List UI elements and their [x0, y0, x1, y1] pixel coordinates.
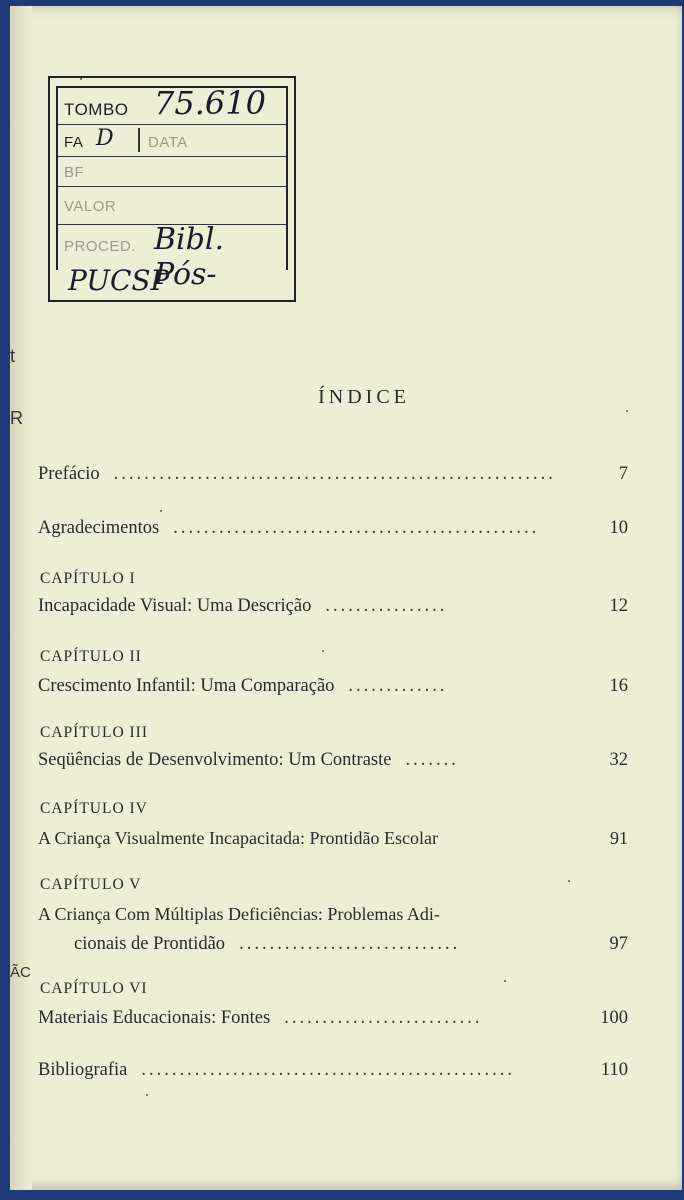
toc-leader-dots: ....... — [405, 750, 459, 770]
toc-entry-prefacio — [38, 464, 628, 485]
procedencia-label: PROCED. — [64, 238, 136, 255]
fa-label: FA — [64, 134, 84, 151]
edge-mark: ÃC — [10, 964, 31, 981]
toc-entry-agradecimentos — [38, 518, 628, 539]
toc-entry-chapter-3 — [38, 750, 628, 771]
toc-page-number: 110 — [600, 1060, 628, 1080]
faded-label: BF — [64, 164, 85, 181]
toc-entry-chapter-1 — [38, 596, 628, 617]
toc-page-number: 7 — [618, 464, 628, 484]
toc-entry-title: Bibliografia — [38, 1060, 128, 1080]
paper-speck — [568, 880, 570, 882]
edge-mark: R — [10, 408, 23, 428]
stamp-row-4 — [58, 186, 286, 225]
toc-entry-chapter-6 — [38, 1008, 628, 1029]
procedencia-value: Bibl. Pós- — [154, 222, 224, 292]
paper-speck — [626, 410, 628, 412]
stamp-row-tombo — [58, 84, 286, 125]
toc-entry-title: Crescimento Infantil: Uma Comparação — [38, 676, 335, 696]
toc-leader-dots: .......................... — [284, 1008, 483, 1028]
tombo-number: 75.610 — [154, 84, 266, 122]
toc-entry-title: Prefácio — [38, 464, 100, 484]
toc-page-number: 10 — [609, 518, 628, 538]
toc-page-number: 100 — [600, 1008, 628, 1028]
toc-page-number: 16 — [609, 676, 628, 696]
edge-mark: t — [10, 346, 16, 366]
fa-value: D — [96, 126, 114, 151]
toc-entry-title: Agradecimentos — [38, 518, 160, 538]
stamp-row-3 — [58, 156, 286, 187]
procedencia-value-2: PUCSP — [68, 264, 170, 297]
toc-leader-dots: .......................................................... — [113, 464, 556, 484]
library-stamp — [48, 76, 296, 302]
stamp-divider — [138, 128, 140, 152]
index-title: ÍNDICE — [318, 386, 410, 408]
book-page — [10, 6, 682, 1190]
toc-entry-title: Materiais Educacionais: Fontes — [38, 1008, 271, 1028]
toc-page-number: 97 — [609, 934, 628, 954]
toc-entry-chapter-2 — [38, 676, 628, 697]
chapter-label: CAPÍTULO VI — [40, 980, 148, 997]
toc-leader-dots: ................................................ — [173, 518, 540, 538]
tombo-label: TOMBO — [64, 100, 129, 119]
paper-speck — [80, 78, 82, 80]
chapter-label: CAPÍTULO III — [40, 724, 148, 741]
toc-leader-dots: ................ — [325, 596, 448, 616]
toc-entry-chapter-4 — [38, 828, 628, 849]
data-label: DATA — [148, 134, 188, 151]
toc-entry-chapter-5-line1: A Criança Com Múltiplas Deficiências: Problemas Adi- — [38, 904, 440, 924]
toc-entry-title: Seqüências de Desenvolvimento: Um Contraste — [38, 750, 392, 770]
chapter-label: CAPÍTULO V — [40, 876, 142, 893]
toc-entry-bibliografia — [38, 1060, 628, 1081]
toc-leader-dots: ................................................. — [141, 1060, 516, 1080]
toc-entry-title: Incapacidade Visual: Uma Descrição — [38, 596, 312, 616]
chapter-label: CAPÍTULO I — [40, 570, 136, 587]
toc-page-number: 32 — [609, 750, 628, 770]
toc-entry-chapter-5 — [74, 934, 628, 955]
toc-entry-title: A Criança Visualmente Incapacitada: Prontidão Escolar — [38, 828, 438, 848]
paper-speck — [160, 510, 162, 512]
toc-leader-dots: ............. — [348, 676, 448, 696]
stamp-row-fa — [58, 124, 286, 157]
chapter-label: CAPÍTULO IV — [40, 800, 148, 817]
toc-page-number: 12 — [609, 596, 628, 616]
paper-speck — [146, 1094, 148, 1096]
chapter-label: CAPÍTULO II — [40, 648, 142, 665]
valor-label: VALOR — [64, 198, 117, 215]
paper-speck — [322, 650, 324, 652]
page-gutter — [10, 6, 32, 1190]
toc-leader-dots: ............................. — [239, 934, 461, 954]
paper-speck — [504, 980, 506, 982]
toc-page-number: 91 — [610, 828, 628, 848]
toc-entry-title: cionais de Prontidão — [74, 934, 226, 954]
